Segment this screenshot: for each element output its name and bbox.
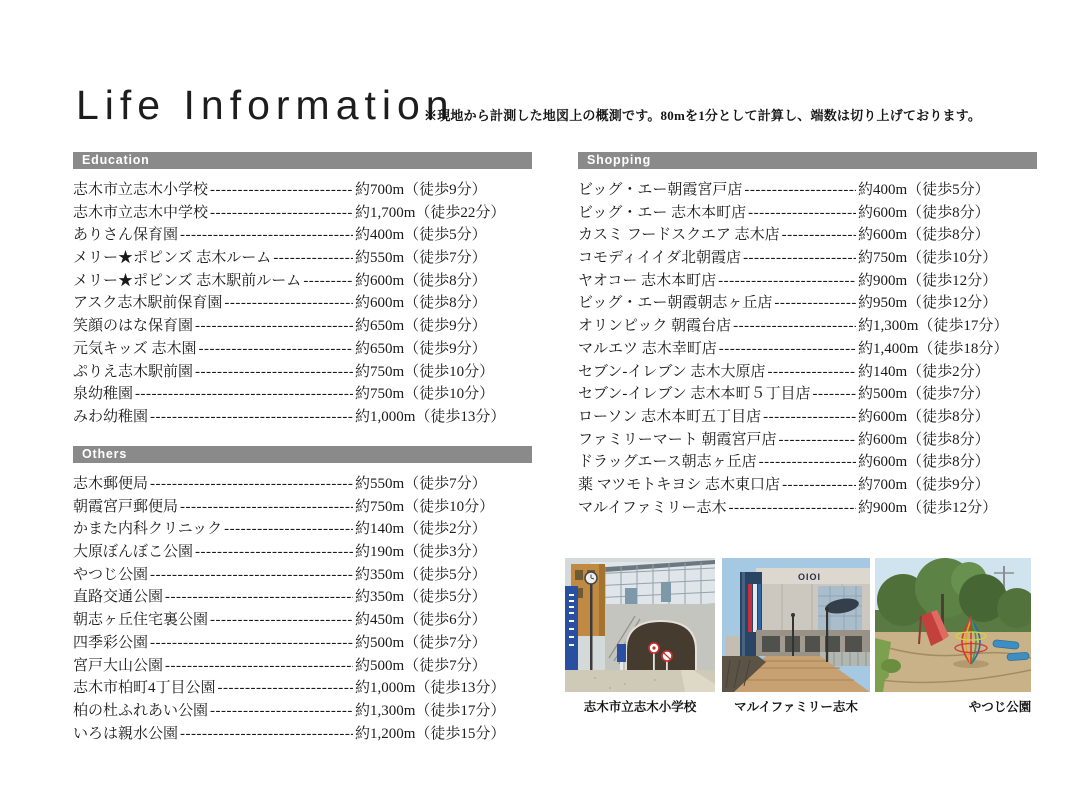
distance-value: 約1,200m（徒歩15分）	[355, 725, 506, 742]
list-item	[73, 495, 532, 518]
section-shopping	[578, 152, 1037, 518]
distance-value: 約600m（徒歩8分）	[858, 227, 990, 244]
list-item	[578, 246, 1037, 269]
facility-name-cell	[73, 405, 355, 426]
dotted-leader	[778, 432, 856, 449]
distance-value: 約400m（徒歩5分）	[355, 227, 487, 244]
dotted-leader	[303, 273, 353, 290]
facility-name-cell	[73, 722, 355, 743]
distance-value: 約600m（徒歩8分）	[858, 454, 990, 471]
dotted-leader	[180, 726, 353, 743]
distance-value: 約600m（徒歩8分）	[355, 295, 487, 312]
blue-banner-sign	[565, 586, 578, 676]
distance-value: 約140m（徒歩2分）	[355, 521, 487, 538]
list-item	[578, 291, 1037, 314]
dotted-leader	[150, 567, 353, 584]
pavement	[565, 670, 715, 692]
dotted-leader	[774, 295, 856, 312]
dotted-leader	[150, 409, 353, 426]
facility-name-cell	[73, 246, 355, 267]
dotted-leader	[718, 273, 856, 290]
dotted-leader	[180, 499, 353, 516]
list-item	[73, 201, 532, 224]
distance-value: 約650m（徒歩9分）	[355, 340, 487, 357]
facility-name: オリンピック 朝霞台店	[578, 318, 732, 335]
list-item	[73, 722, 532, 745]
facility-name: ビッグ・エー朝霞宮戸店	[578, 182, 743, 198]
dotted-leader	[782, 227, 856, 244]
distance-value: 約1,300m（徒歩17分）	[858, 318, 1009, 335]
facility-name-cell	[73, 337, 355, 358]
facility-name: 志木市立志木小学校	[73, 182, 209, 198]
dotted-leader	[210, 182, 353, 199]
facility-name-cell	[578, 201, 858, 222]
dotted-leader	[195, 364, 353, 381]
facility-name: ドラッグエース朝志ヶ丘店	[578, 454, 757, 471]
facility-name-cell	[73, 495, 355, 516]
facility-name: マルエツ 志木幸町店	[578, 340, 717, 357]
facility-name: 柏の杜ふれあい公園	[73, 702, 209, 719]
list-item	[73, 608, 532, 631]
facility-name-cell	[73, 382, 355, 403]
park-photo-image	[875, 558, 1031, 692]
facility-name-cell	[73, 178, 355, 199]
dotted-leader	[719, 341, 856, 358]
dotted-leader	[743, 250, 856, 267]
dotted-leader	[198, 341, 353, 358]
shopping-list	[578, 178, 1037, 518]
facility-name: 笑顔のはな保育園	[73, 318, 194, 335]
facility-name-cell	[73, 360, 355, 381]
list-item	[73, 654, 532, 677]
facility-name-cell	[73, 654, 355, 675]
distance-value: 約400m（徒歩5分）	[858, 182, 990, 198]
dotted-leader	[813, 386, 856, 403]
far-buildings	[726, 636, 740, 656]
facility-name: セブン-イレブン 志木大原店	[578, 363, 766, 380]
dotted-leader	[135, 386, 353, 403]
facility-name: ファミリーマート 朝霞宮戸店	[578, 431, 777, 448]
facility-name: セブン-イレブン 志木本町５丁目店	[578, 386, 811, 403]
facility-name-cell	[578, 337, 858, 358]
list-item	[73, 178, 532, 201]
facility-name-cell	[578, 178, 858, 199]
facility-name: 薬 マツモトキヨシ 志木東口店	[578, 476, 781, 493]
photo-caption-marui: マルイファミリー志木	[734, 700, 858, 714]
distance-value: 約750m（徒歩10分）	[355, 386, 495, 403]
facility-name: かまた内科クリニック	[73, 521, 223, 538]
facility-name: ビッグ・エー 志木本町店	[578, 204, 747, 221]
list-item	[578, 269, 1037, 292]
distance-value: 約900m（徒歩12分）	[858, 272, 998, 289]
list-item	[578, 382, 1037, 405]
list-item	[73, 563, 532, 586]
dotted-leader	[733, 318, 856, 335]
facility-name: 朝志ヶ丘住宅裏公園	[73, 612, 209, 629]
facility-name-cell	[578, 405, 858, 426]
facility-name-cell	[73, 585, 355, 606]
school-photo-image	[565, 558, 715, 692]
list-item	[578, 337, 1037, 360]
facility-name: ヤオコー 志木本町店	[578, 272, 717, 289]
facility-name: ありさん保育園	[73, 227, 179, 244]
dotted-leader	[150, 476, 353, 493]
facility-name-cell	[578, 382, 858, 403]
facility-name-cell	[73, 269, 355, 290]
dotted-leader	[763, 409, 856, 426]
distance-value: 約1,400m（徒歩18分）	[858, 340, 1009, 357]
photo-yatsuji-park	[875, 558, 1031, 692]
facility-name: カスミ フードスクエア 志木店	[578, 227, 780, 244]
facility-name-cell	[73, 540, 355, 561]
list-item	[578, 178, 1037, 201]
photo-shiki-elementary-school	[565, 558, 715, 692]
photo-marui-family-shiki	[722, 558, 870, 692]
facility-name: ビッグ・エー朝霞朝志ヶ丘店	[578, 295, 773, 312]
facility-name: コモディイイダ北朝霞店	[578, 250, 742, 267]
facility-name-cell	[578, 291, 858, 312]
facility-name-cell	[578, 496, 858, 517]
facility-name: いろは親水公園	[73, 725, 179, 742]
education-list	[73, 178, 532, 428]
facility-name-cell	[73, 563, 355, 584]
facility-name-cell	[73, 517, 355, 538]
list-item	[578, 473, 1037, 496]
list-item	[73, 337, 532, 360]
distance-value: 約750m（徒歩10分）	[355, 363, 495, 380]
distance-value: 約350m（徒歩5分）	[355, 589, 487, 606]
facility-name: ぷりえ志木駅前園	[73, 363, 194, 380]
distance-value: 約900m（徒歩12分）	[858, 499, 998, 516]
list-item	[73, 291, 532, 314]
facility-name: 直路交通公園	[73, 589, 164, 606]
facility-name: やつじ公園	[73, 566, 149, 583]
list-item	[578, 405, 1037, 428]
distance-value: 約1,300m（徒歩17分）	[355, 702, 506, 719]
list-item	[578, 428, 1037, 451]
facility-name-cell	[578, 246, 858, 267]
distance-value: 約700m（徒歩9分）	[858, 476, 990, 493]
list-item	[73, 405, 532, 428]
facility-name-cell	[73, 472, 355, 493]
facility-name: マルイファミリー志木	[578, 499, 727, 516]
facility-name: 朝霞宮戸郵便局	[73, 498, 179, 515]
distance-value: 約600m（徒歩8分）	[858, 408, 990, 425]
facility-name-cell	[73, 631, 355, 652]
section-header-shopping: Shopping	[578, 152, 1037, 169]
dotted-leader	[218, 680, 353, 697]
distance-value: 約350m（徒歩5分）	[355, 566, 487, 583]
list-item	[73, 269, 532, 292]
distance-value: 約1,000m（徒歩13分）	[355, 680, 506, 697]
facility-name: 大原ぼんぼこ公園	[73, 544, 194, 561]
dotted-leader	[195, 544, 353, 561]
facility-name-cell	[73, 201, 355, 222]
distance-value: 約500m（徒歩7分）	[355, 657, 487, 674]
facility-name: 泉幼稚園	[73, 386, 134, 403]
facility-name: ローソン 志木本町五丁目店	[578, 408, 762, 425]
facility-name-cell	[578, 269, 858, 290]
dotted-leader	[165, 589, 353, 606]
list-item	[73, 360, 532, 383]
dotted-leader	[210, 205, 353, 222]
facility-name: 宮戸大山公園	[73, 657, 164, 674]
dotted-leader	[782, 477, 856, 494]
facility-name-cell	[578, 314, 858, 335]
facility-name-cell	[578, 428, 858, 449]
facility-name-cell	[578, 223, 858, 244]
list-item	[578, 223, 1037, 246]
distance-value: 約950m（徒歩12分）	[858, 295, 998, 312]
distance-value: 約500m（徒歩7分）	[858, 386, 990, 403]
facility-name: 志木市柏町4丁目公園	[73, 680, 216, 697]
dotted-leader	[759, 454, 856, 471]
list-item	[578, 201, 1037, 224]
dotted-leader	[180, 227, 353, 244]
dotted-leader	[224, 295, 353, 312]
distance-value: 約550m（徒歩7分）	[355, 250, 487, 267]
dotted-leader	[748, 205, 856, 222]
list-item	[73, 631, 532, 654]
list-item	[73, 382, 532, 405]
facility-name-cell	[73, 608, 355, 629]
list-item	[73, 517, 532, 540]
distance-disclaimer: ※現地から計測した地図上の概測です。80mを1分として計算し、端数は切り上げております。	[424, 108, 982, 123]
facility-name-cell	[73, 676, 355, 697]
distance-value: 約500m（徒歩7分）	[355, 634, 487, 651]
dotted-leader	[165, 658, 353, 675]
facility-name-cell	[73, 699, 355, 720]
distance-value: 約700m（徒歩9分）	[355, 182, 487, 198]
dotted-leader	[768, 364, 856, 381]
mall-photo-image	[722, 558, 870, 692]
dotted-leader	[729, 500, 856, 517]
list-item	[73, 314, 532, 337]
section-education	[73, 152, 532, 428]
section-others	[73, 446, 532, 744]
list-item	[73, 472, 532, 495]
dotted-leader	[224, 521, 353, 538]
marui-logo: OIOI	[798, 572, 822, 582]
facility-name-cell	[578, 360, 858, 381]
curved-glass-section	[818, 586, 862, 630]
photo-caption-school: 志木市立志木小学校	[583, 700, 697, 714]
section-header-others: Others	[73, 446, 532, 463]
list-item	[73, 223, 532, 246]
distance-value: 約450m（徒歩6分）	[355, 612, 487, 629]
dotted-leader	[195, 318, 353, 335]
others-list	[73, 472, 532, 744]
list-item	[73, 585, 532, 608]
facility-name: 志木郵便局	[73, 476, 149, 492]
facility-name-cell	[73, 314, 355, 335]
dotted-leader	[210, 612, 353, 629]
list-item	[578, 496, 1037, 519]
facility-name: メリー★ポピンズ 志木駅前ルーム	[73, 272, 302, 289]
list-item	[578, 360, 1037, 383]
dotted-leader	[744, 182, 856, 199]
dotted-leader	[150, 635, 353, 652]
facility-name: 志木市立志木中学校	[73, 204, 209, 221]
facility-name-cell	[73, 291, 355, 312]
distance-value: 約750m（徒歩10分）	[858, 250, 998, 267]
facility-name: 元気キッズ 志木園	[73, 340, 197, 357]
distance-value: 約1,700m（徒歩22分）	[355, 204, 506, 221]
distance-value: 約190m（徒歩3分）	[355, 544, 487, 561]
list-item	[73, 540, 532, 563]
list-item	[578, 314, 1037, 337]
facility-name: みわ幼稚園	[73, 408, 149, 425]
facility-name-cell	[578, 473, 858, 494]
distance-value: 約600m（徒歩8分）	[355, 272, 487, 289]
distance-value: 約140m（徒歩2分）	[858, 363, 990, 380]
list-item	[73, 676, 532, 699]
facility-name: アスク志木駅前保育園	[73, 295, 223, 312]
dotted-leader	[210, 703, 353, 720]
facility-name: メリー★ポピンズ 志木ルーム	[73, 250, 272, 267]
facility-name-cell	[73, 223, 355, 244]
facility-name: 四季彩公園	[73, 634, 149, 651]
page-title: Life Information	[76, 82, 455, 128]
distance-value: 約1,000m（徒歩13分）	[355, 408, 506, 425]
distance-value: 約600m（徒歩8分）	[858, 431, 990, 448]
list-item	[73, 246, 532, 269]
list-item	[73, 699, 532, 722]
distance-value: 約750m（徒歩10分）	[355, 498, 495, 515]
dotted-leader	[273, 250, 353, 267]
section-header-education: Education	[73, 152, 532, 169]
list-item	[578, 450, 1037, 473]
facility-name-cell	[578, 450, 858, 471]
distance-value: 約600m（徒歩8分）	[858, 204, 990, 221]
photo-caption-park: やつじ公園	[968, 700, 1032, 714]
distance-value: 約650m（徒歩9分）	[355, 318, 487, 335]
distance-value: 約550m（徒歩7分）	[355, 476, 487, 492]
